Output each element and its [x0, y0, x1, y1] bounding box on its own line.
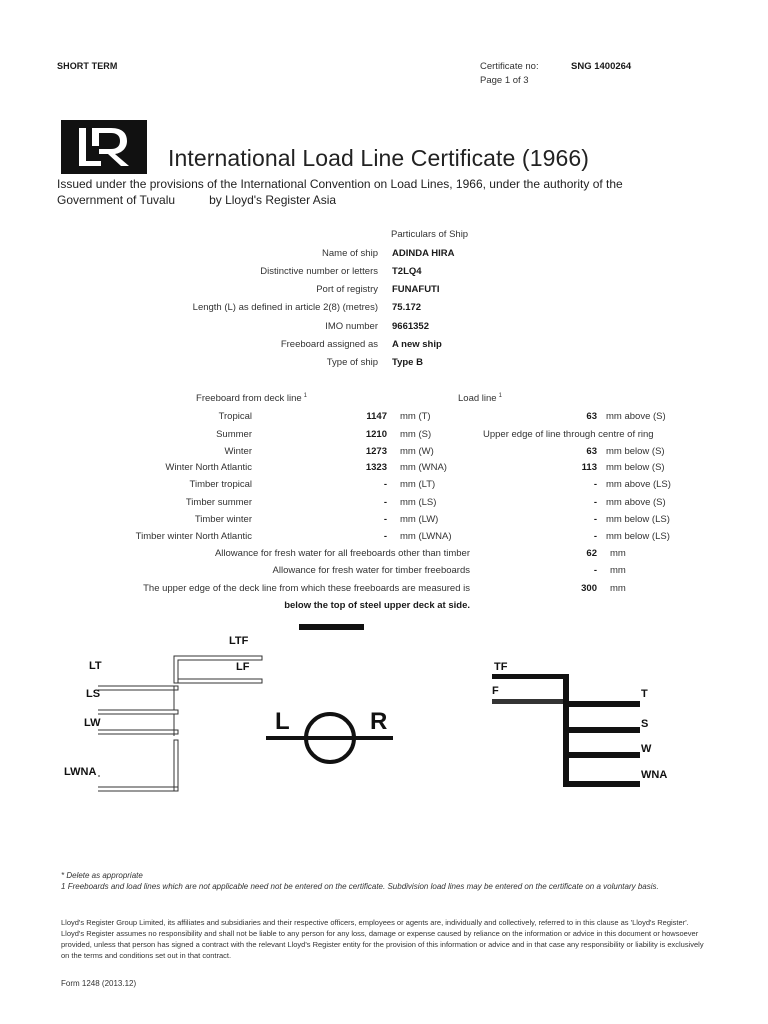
freeboard-label: Tropical — [218, 411, 252, 422]
ring-letter-right: R — [370, 708, 388, 735]
ring-letter-left: L — [275, 708, 290, 735]
timber-marks — [98, 656, 262, 791]
load-line-label: W — [641, 743, 652, 755]
timber-label: LWNA — [64, 766, 97, 778]
particular-label: Type of ship — [326, 357, 378, 368]
particular-value: ADINDA HIRA — [392, 248, 455, 259]
footnote-asterisk: * Delete as appropriate — [61, 871, 143, 880]
certificate-no-label: Certificate no: — [480, 61, 539, 72]
load-line-value: 113 — [581, 462, 597, 473]
load-line-diagram — [0, 615, 768, 815]
load-line-marks — [492, 674, 640, 787]
disclaimer-text: Lloyd's Register Group Limited, its affiliates and subsidiaries and their respective officers, employees or agents are, individually and collectively, referred to in this clause as 'Lloyd's Register'. Lloyd's Register assumes no responsibility and shall not be liable to any person for any loss, damage or expense caused by reliance on the information or advice in this document or howsoever provided, unless that person has signed a contract with the relevant Lloyd's Register entity for the provision of this information or advice and in that case any responsibility or liability is exclusively on the terms and conditions set out in that contract. — [61, 918, 704, 960]
freeboard-unit: mm (W) — [400, 446, 434, 457]
load-line-value: 63 — [586, 411, 597, 422]
load-line-unit: mm below (LS) — [606, 514, 670, 525]
particular-value: A new ship — [392, 339, 442, 350]
freeboard-label: Timber winter — [194, 514, 252, 525]
particular-label: Port of registry — [316, 284, 378, 295]
freeboard-label: Summer — [216, 429, 252, 440]
freeboard-label: Timber winter North Atlantic — [135, 531, 252, 542]
load-line-label: F — [492, 685, 499, 697]
deck-line-note: below the top of steel upper deck at side. — [284, 600, 470, 611]
freeboard-unit: mm (WNA) — [400, 462, 447, 473]
load-line-unit: mm above (S) — [606, 411, 666, 422]
page-title: International Load Line Certificate (1966) — [168, 145, 590, 171]
freeboard-value: 1273 — [365, 446, 387, 457]
load-line-value: - — [593, 514, 597, 525]
freeboard-label: Timber summer — [185, 497, 252, 508]
particular-value: Type B — [392, 357, 423, 368]
freeboard-unit: mm (LS) — [400, 497, 437, 508]
form-number: Form 1248 (2013.12) — [61, 979, 137, 988]
allowance-label: The upper edge of the deck line from which these freeboards are measured is — [143, 583, 470, 594]
timber-label: LTF — [229, 635, 249, 647]
certificate-no: SNG 1400264 — [571, 61, 632, 72]
freeboard-heading — [196, 393, 307, 404]
load-line-unit: mm above (S) — [606, 497, 666, 508]
freeboard-label: Winter — [224, 446, 252, 457]
freeboard-value: - — [383, 531, 387, 542]
particulars-heading: Particulars of Ship — [391, 229, 469, 240]
particular-value: 9661352 — [392, 321, 429, 332]
load-line-heading — [458, 393, 502, 404]
issued-by-text: by Lloyd's Register Asia — [209, 193, 337, 207]
freeboard-unit: mm (T) — [400, 411, 431, 422]
timber-label: LT — [89, 660, 102, 672]
freeboard-unit: mm (LWNA) — [400, 531, 452, 542]
load-line-value: - — [593, 531, 597, 542]
particular-label: Name of ship — [322, 248, 378, 259]
load-line-unit: mm below (S) — [606, 446, 665, 457]
load-line-value: - — [593, 479, 597, 490]
timber-label: LS — [86, 688, 101, 700]
issued-authority-line — [57, 193, 336, 207]
particular-label: IMO number — [325, 321, 378, 332]
allowance-label: Allowance for fresh water for all freeboards other than timber — [214, 548, 470, 559]
freeboard-label: Timber tropical — [189, 479, 252, 490]
load-line-unit: mm below (S) — [606, 462, 665, 473]
freeboard-unit: mm (LW) — [400, 514, 439, 525]
load-line-unit: mm above (LS) — [606, 479, 671, 490]
freeboard-value: 1323 — [365, 462, 387, 473]
freeboard-value: 1210 — [365, 429, 387, 440]
issued-under-line: Issued under the provisions of the International Convention on Load Lines, 1966, under the authority of the — [57, 177, 623, 191]
load-line-value: 63 — [586, 446, 597, 457]
load-line-label: T — [641, 688, 648, 700]
freeboard-value: - — [383, 514, 387, 525]
footnote-mark: 1 — [498, 393, 502, 399]
deck-line-mark — [299, 624, 364, 630]
load-line-text: Upper edge of line through centre of ring — [483, 429, 654, 440]
freeboard-value: 1147 — [366, 411, 387, 422]
lr-logo — [61, 120, 147, 174]
load-line-label: S — [641, 718, 649, 730]
footnote-1 — [61, 882, 659, 891]
allowance-value: 62 — [586, 548, 597, 559]
footnote-1-mark: 1 — [61, 882, 66, 891]
load-line-label: TF — [494, 661, 508, 673]
particular-value: FUNAFUTI — [392, 284, 440, 295]
freeboard-unit: mm (S) — [400, 429, 432, 440]
particular-value: 75.172 — [392, 302, 422, 313]
particular-label: Distinctive number or letters — [260, 266, 378, 277]
load-line-unit: mm below (LS) — [606, 531, 670, 542]
allowance-value: 300 — [581, 583, 597, 594]
freeboard-value: - — [383, 497, 387, 508]
load-line-heading-text: Load line — [458, 393, 497, 405]
timber-label: LW — [84, 717, 101, 729]
page-number: Page 1 of 3 — [480, 75, 529, 86]
government-text: Government of Tuvalu — [57, 193, 176, 207]
footnote-mark: 1 — [303, 393, 307, 399]
freeboard-heading-text: Freeboard from deck line — [196, 393, 302, 405]
load-line-label: WNA — [641, 769, 668, 781]
freeboard-unit: mm (LT) — [400, 479, 436, 490]
allowance-unit: mm — [610, 583, 626, 594]
footnote-1-text: Freeboards and load lines which are not applicable need not be entered on the certificate. Subdivision load lines may be entered on the certificate on a voluntary basis. — [67, 882, 659, 891]
particular-label: Length (L) as defined in article 2(8) (metres) — [192, 302, 378, 313]
short-term-label: SHORT TERM — [57, 61, 118, 71]
freeboard-label: Winter North Atlantic — [165, 462, 252, 473]
allowance-value: - — [593, 565, 597, 576]
allowance-label: Allowance for fresh water for timber freeboards — [272, 565, 470, 576]
load-line-value: - — [593, 497, 597, 508]
allowance-unit: mm — [610, 548, 626, 559]
allowance-unit: mm — [610, 565, 626, 576]
timber-label: LF — [236, 661, 250, 673]
particular-label: Freeboard assigned as — [280, 339, 378, 350]
freeboard-value: - — [383, 479, 387, 490]
particular-value: T2LQ4 — [392, 266, 422, 277]
